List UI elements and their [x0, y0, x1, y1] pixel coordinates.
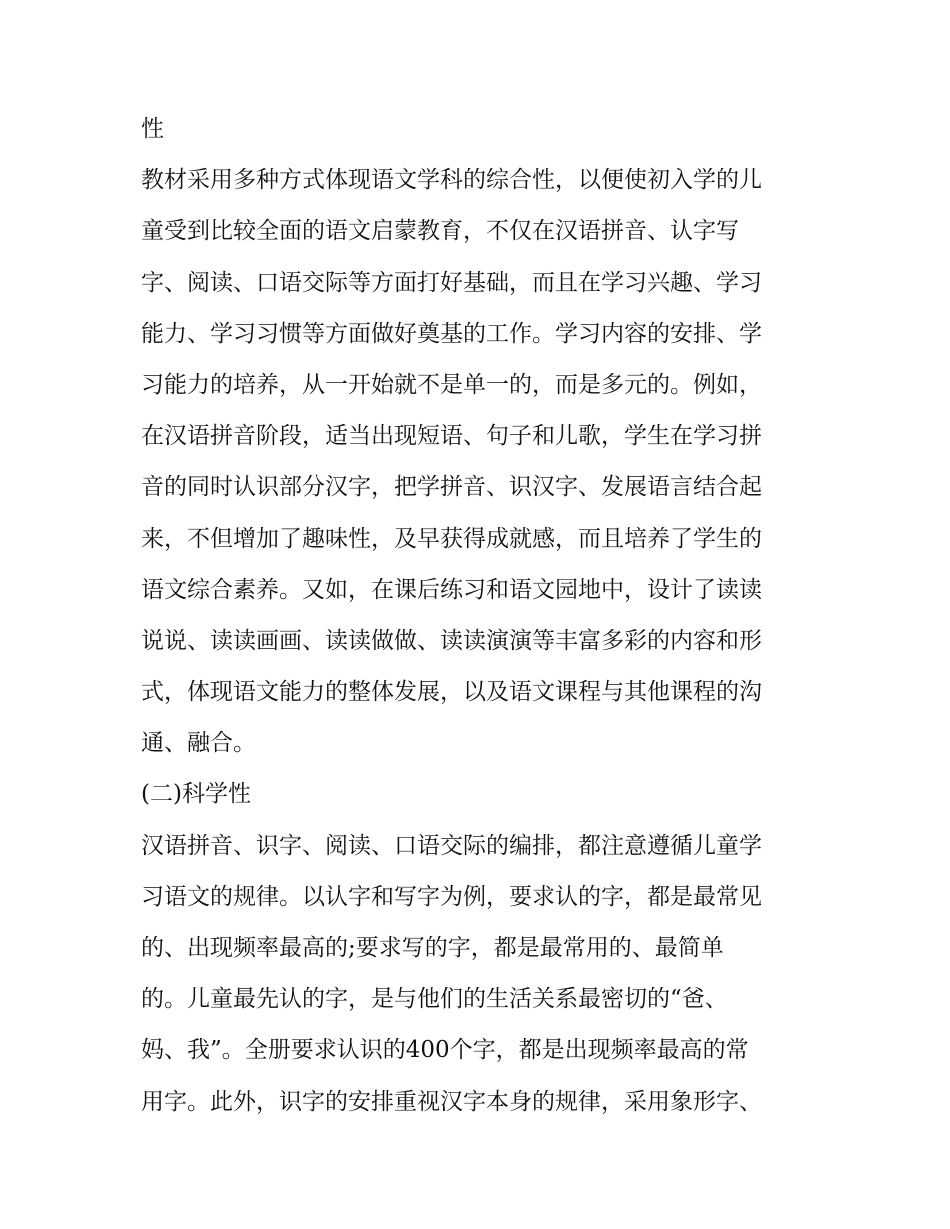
body-text — [141, 104, 821, 1128]
section-heading: (二)科学性 — [141, 781, 251, 808]
text-line: 童受到比较全面的语文启蒙教育，不仅在汉语拼音、认字写 — [141, 218, 739, 245]
text-line: 来，不但增加了趣味性，及早获得成就感，而且培养了学生的 — [141, 525, 762, 552]
text-line: 的。儿童最先认的字，是与他们的生活关系最密切的“爸、 — [141, 986, 728, 1013]
text-line: 字、阅读、口语交际等方面打好基础，而且在学习兴趣、学习 — [141, 269, 762, 296]
text-line: 汉语拼音、识字、阅读、口语交际的编排，都注意遵循儿童学 — [141, 832, 762, 859]
text-line: 妈、我”。全册要求认识的400个字，都是出现频率最高的常 — [141, 1037, 749, 1064]
text-line: 式，体现语文能力的整体发展，以及语文课程与其他课程的沟 — [141, 679, 762, 706]
text-line: 的、出现频率最高的;要求写的字，都是最常用的、最简单 — [141, 935, 724, 961]
text-line: 习能力的培养，从一开始就不是单一的，而是多元的。例如， — [141, 371, 762, 398]
text-line: 通、融合。 — [141, 730, 256, 757]
text-line: 语文综合素养。又如，在课后练习和语文园地中，设计了读读 — [141, 576, 762, 603]
text-line: 教材采用多种方式体现语文学科的综合性，以便使初入学的儿 — [141, 167, 762, 194]
text-line: 说说、读读画画、读读做做、读读演演等丰富多彩的内容和形 — [141, 627, 762, 654]
text-line: 习语文的规律。以认字和写字为例，要求认的字，都是最常见 — [141, 883, 762, 910]
text-line: 用字。此外，识字的安排重视汉字本身的规律，采用象形字、 — [141, 1088, 762, 1115]
text-line: 音的同时认识部分汉字，把学拼音、识汉字、发展语言结合起 — [141, 474, 762, 501]
text-line: 能力、学习习惯等方面做好奠基的工作。学习内容的安排、学 — [141, 320, 762, 347]
text-line: 在汉语拼音阶段，适当出现短语、句子和儿歌，学生在学习拼 — [141, 423, 762, 450]
text-line-continuation: 性 — [141, 116, 164, 142]
